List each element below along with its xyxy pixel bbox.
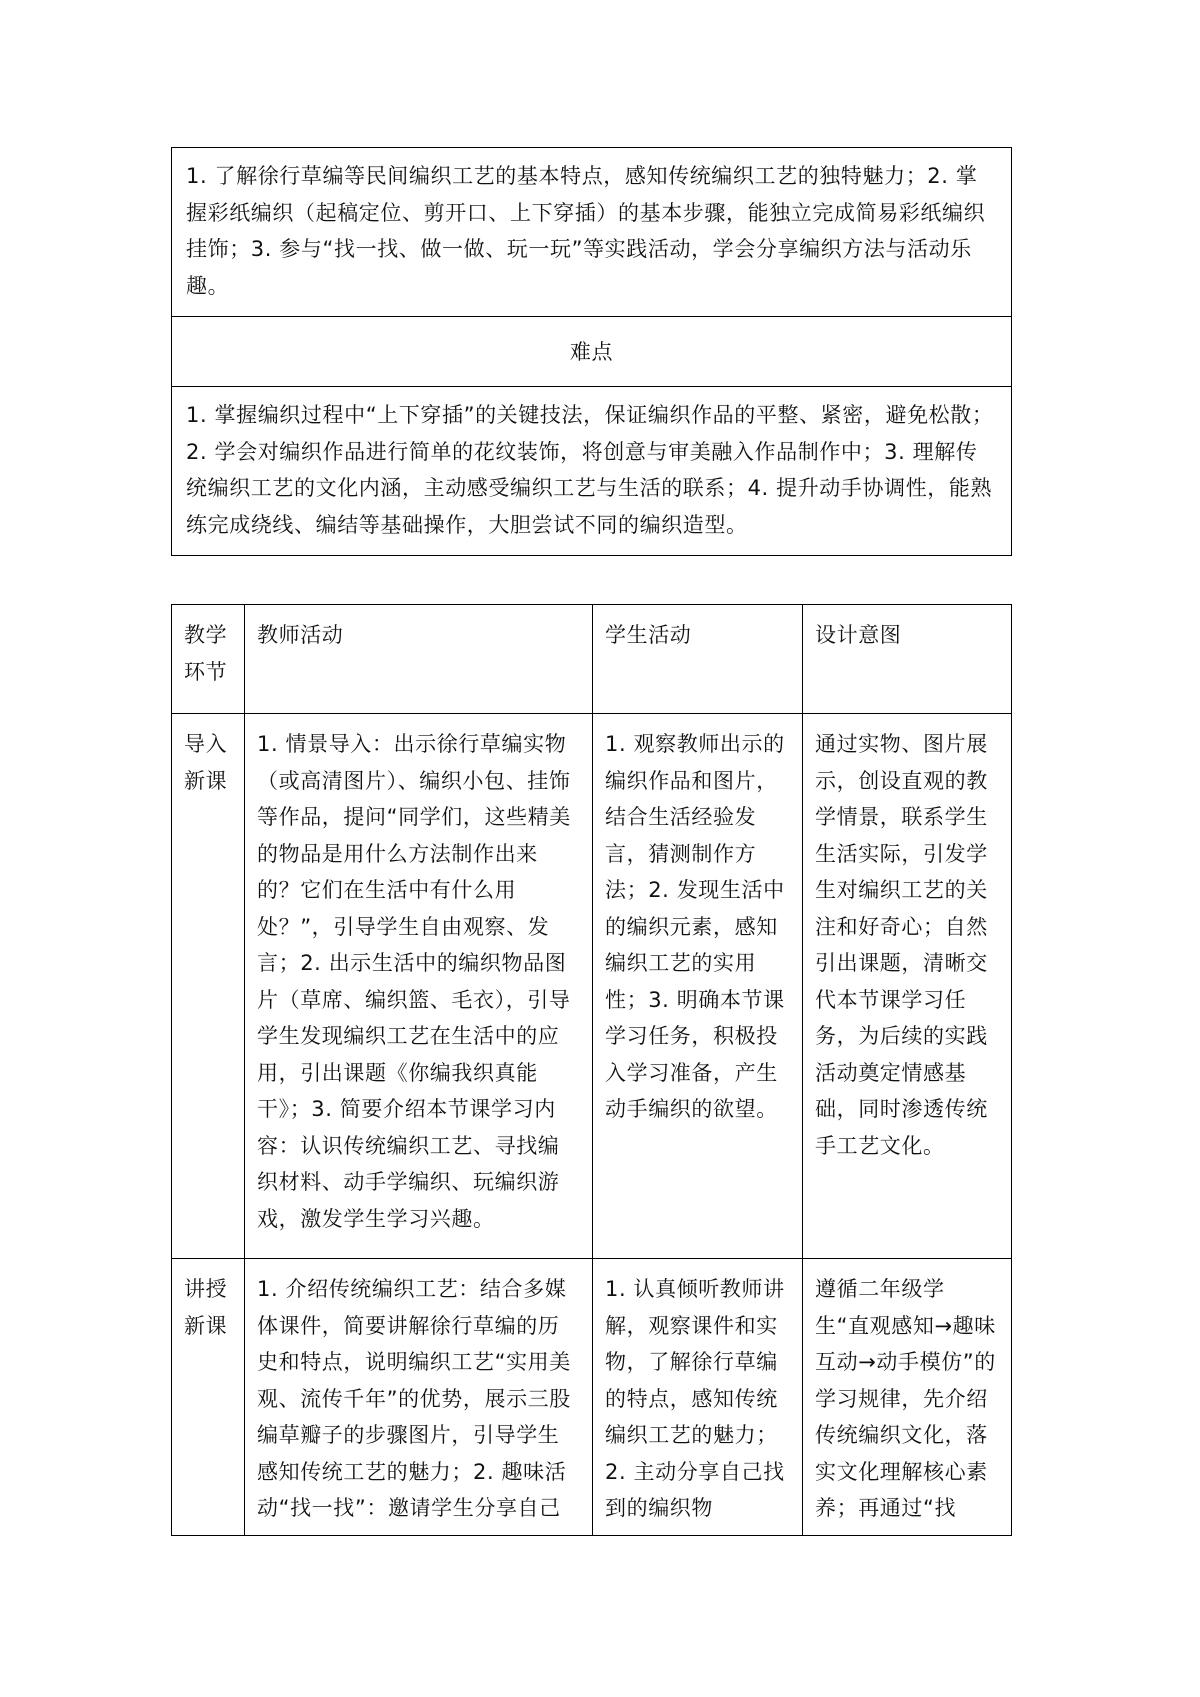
student-activity-cell: 1. 观察教师出示的编织作品和图片，结合生活经验发言，猜测制作方法；2. 发现生活中的编织元素，感知编织工艺的实用性；3. 明确本节课学习任务，积极投入学习准备，产生动手编织的欲望。	[592, 714, 802, 1258]
teacher-activity-cell: 1. 情景导入：出示徐行草编实物（或高清图片）、编织小包、挂饰等作品，提问“同学们，这些精美的物品是用什么方法制作出来的？它们在生活中有什么用处？”，引导学生自由观察、发言；2. 出示生活中的编织物品图片（草席、编织篮、毛衣），引导学生发现编织工艺在生活中的应用，引出课题《你编我织真能干》；3. 简要介绍本节课学习内容：认识传统编织工艺、寻找编织材料、动手学编织、玩编织游戏，激发学生学习兴趣。	[244, 714, 592, 1258]
stage-cell: 讲授新课	[184, 1277, 228, 1338]
difficulty-title: 难点	[172, 316, 1011, 387]
difficulty-cell: 1. 掌握编织过程中“上下穿插”的关键技法，保证编织作品的平整、紧密，避免松散；2. 学会对编织作品进行简单的花纹装饰，将创意与审美融入作品制作中；3. 理解传统编织工艺的文化内涵，主动感受编织工艺与生活的联系；4. 提升动手协调性，能熟练完成绕线、编结等基础操作，大胆尝试不同的编织造型。	[186, 403, 994, 537]
teaching-process-table	[171, 604, 1012, 1536]
header-teacher-activity: 教师活动	[244, 605, 592, 713]
goals-table	[171, 147, 1012, 556]
table-row	[172, 1258, 1011, 1535]
header-stage: 教学环节	[184, 623, 228, 684]
table-row	[172, 713, 1011, 1258]
design-intent-cell: 遵循二年级学生“直观感知→趣味互动→动手模仿”的学习规律，先介绍传统编织文化，落实文化理解核心素养；再通过“找	[802, 1259, 1010, 1535]
student-activity-cell: 1. 认真倾听教师讲解，观察课件和实物，了解徐行草编的特点，感知传统编织工艺的魅力；2. 主动分享自己找到的编织物	[592, 1259, 802, 1535]
stage-cell: 导入新课	[184, 732, 228, 793]
teacher-activity-cell: 1. 介绍传统编织工艺：结合多媒体课件，简要讲解徐行草编的历史和特点，说明编织工艺“实用美观、流传千年”的优势，展示三股编草瓣子的步骤图片，引导学生感知传统工艺的魅力；2. 趣味活动“找一找”：邀请学生分享自己	[244, 1259, 592, 1535]
table-header-row	[172, 605, 1011, 713]
header-student-activity: 学生活动	[592, 605, 802, 713]
design-intent-cell: 通过实物、图片展示，创设直观的教学情景，联系学生生活实际，引发学生对编织工艺的关注和好奇心；自然引出课题，清晰交代本节课学习任务，为后续的实践活动奠定情感基础，同时渗透传统手工艺文化。	[802, 714, 1010, 1258]
key-points-cell: 1. 了解徐行草编等民间编织工艺的基本特点，感知传统编织工艺的独特魅力；2. 掌握彩纸编织（起稿定位、剪开口、上下穿插）的基本步骤，能独立完成简易彩纸编织挂饰；3. 参与“找一找、做一做、玩一玩”等实践活动，学会分享编织方法与活动乐趣。	[186, 164, 986, 298]
header-design-intent: 设计意图	[802, 605, 1010, 713]
